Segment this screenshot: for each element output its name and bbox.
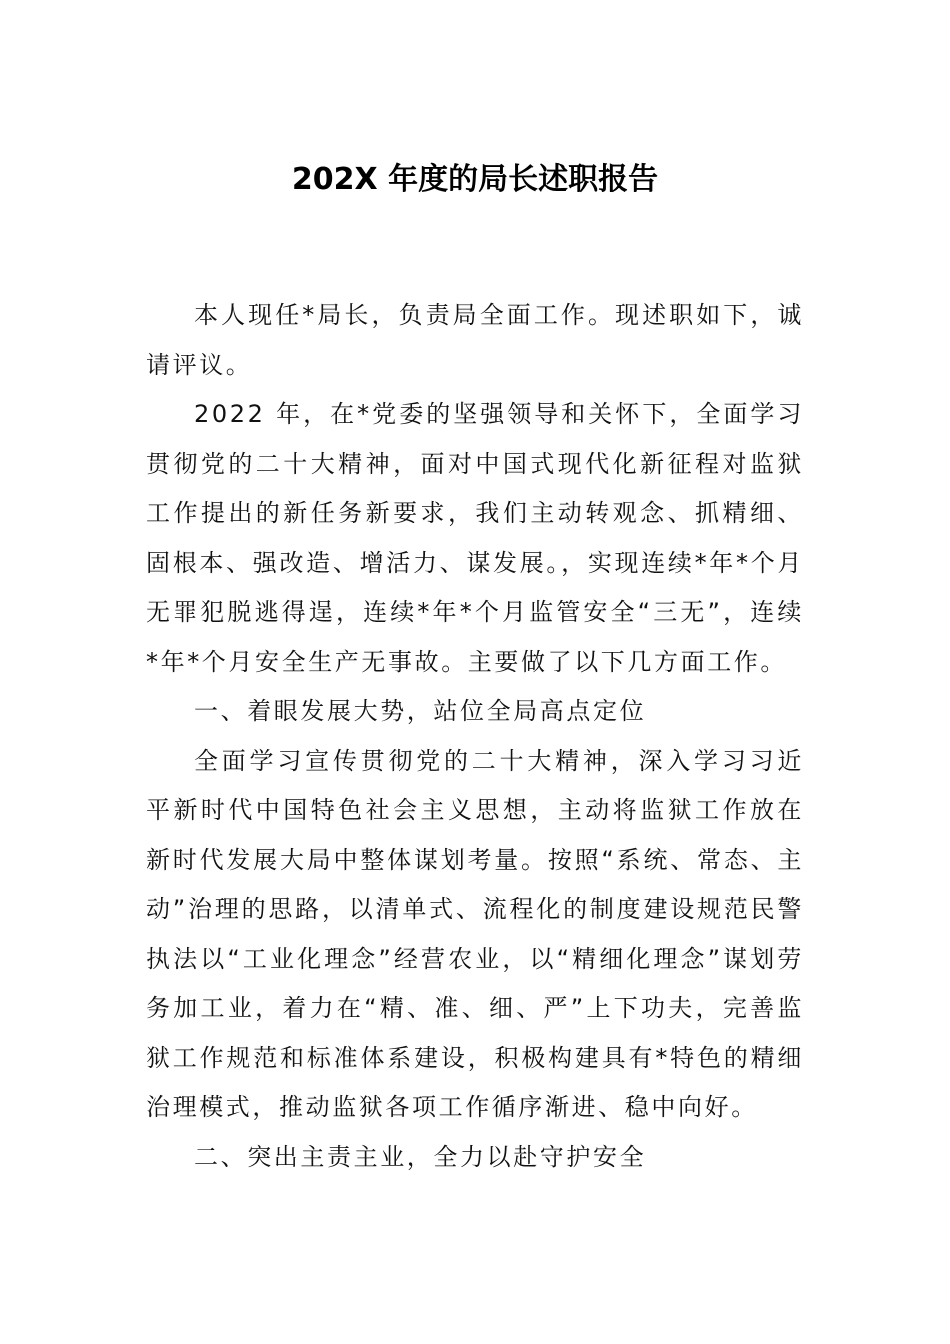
paragraph-section-1: 全面学习宣传贯彻党的二十大精神，深入学习习近平新时代中国特色社会主义思想，主动将监狱工作放在新时代发展大局中整体谋划考量。按照“系统、常态、主动”治理的思路，以清单式、流程化的制度建设规范民警执法以“工业化理念”经营农业，以“精细化理念”谋划劳务加工业，着力在“精、准、细、严”上下功夫，完善监狱工作规范和标准体系建设，积极构建具有*特色的精细治理模式，推动监狱各项工作循序渐进、稳中向好。 (146, 746, 804, 1121)
section-heading-1: 一、着眼发展大势，站位全局高点定位 (194, 697, 647, 725)
paragraph-intro: 本人现任*局长，负责局全面工作。现述职如下，诚请评议。 (146, 301, 804, 379)
section-heading-2: 二、突出主责主业，全力以赴守护安全 (194, 1142, 647, 1171)
paragraph-summary: 2022 年，在*党委的坚强领导和关怀下，全面学习贯彻党的二十大精神，面对中国式现代化新征程对监狱工作提出的新任务新要求，我们主动转观念、抓精细、固根本、强改造、增活力、谋发展。，实现连续*年*个月无罪犯脱逃得逞，连续*年*个月监管安全“三无”，连续*年*个月安全生产无事故。主要做了以下几方面工作。 (146, 400, 804, 676)
document-body (146, 291, 804, 1182)
document-title: 202X 年度的局长述职报告 (291, 162, 659, 197)
